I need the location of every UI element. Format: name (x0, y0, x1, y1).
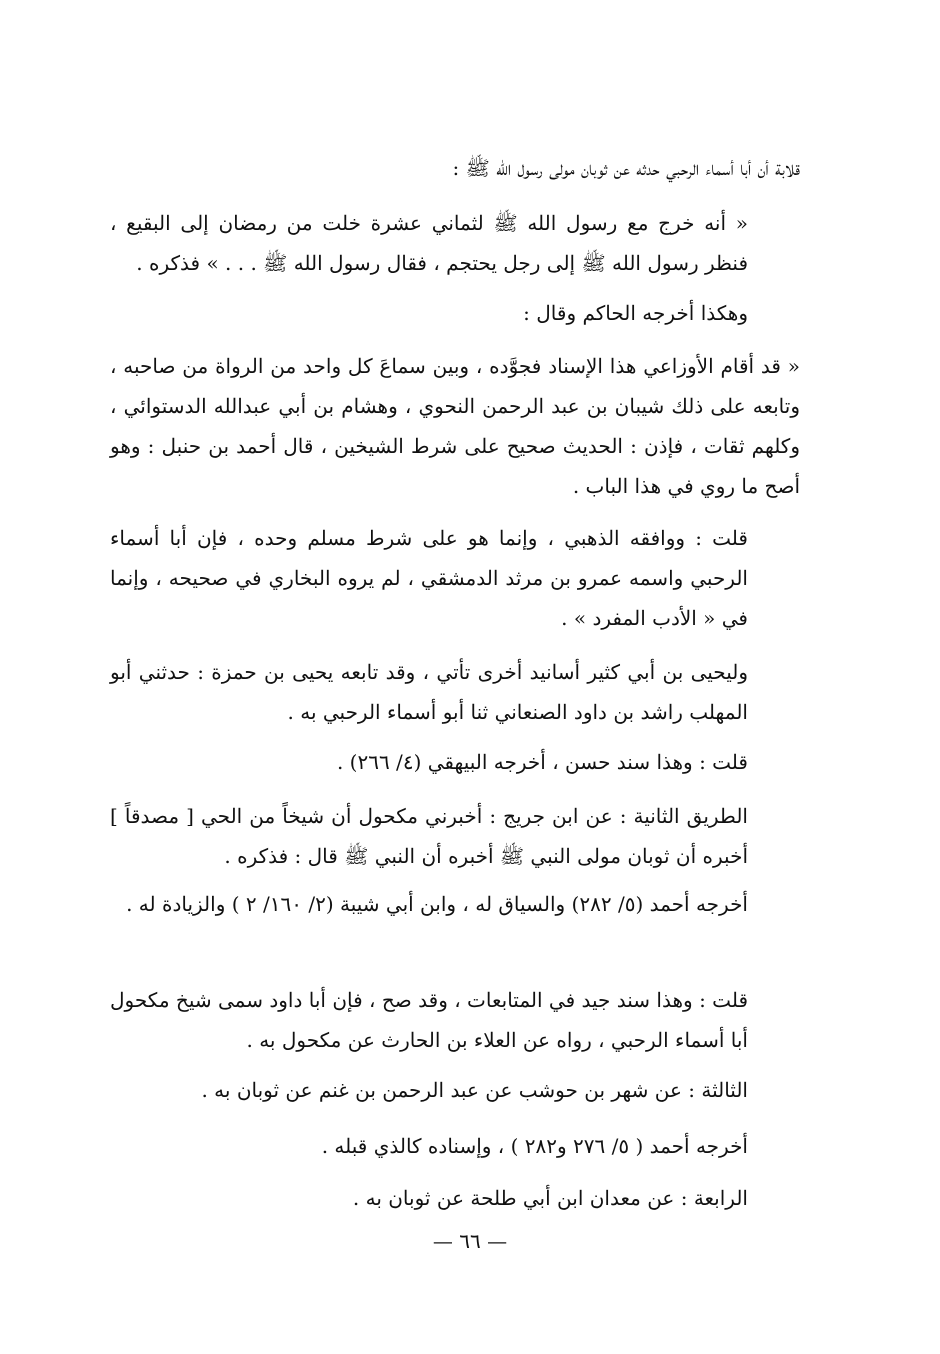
paragraph: « أنه خرج مع رسول الله ﷺ لثماني عشرة خلت من رمضان إلى البقيع ، فنظر رسول الله ﷺ إلى رجل يحتجم ، فقال رسول الله ﷺ . . . » فذكره . (110, 211, 748, 275)
page-number: — ٦٦ — (432, 1229, 508, 1253)
para-hakim (110, 293, 800, 333)
paragraph: أخرجه أحمد ( ٥/ ٢٧٦ و٢٨٢ ) ، وإسناده كالذي قبله . (321, 1134, 748, 1158)
paragraph: وهكذا أخرجه الحاكم وقال : (523, 301, 748, 325)
paragraph: الطريق الثانية : عن ابن جريج : أخبرني مكحول أن شيخاً من الحي [ مصدقاً ] أخبره أن ثوبان مولى النبي ﷺ أخبره أن النبي ﷺ قال : فذكره . (110, 804, 748, 868)
paragraph: « قد أقام الأوزاعي هذا الإسناد فجوَّده ، وبين سماعَ كل واحد من الرواة من صاحبه ، وتابعه على ذلك شيبان بن عبد الرحمن النحوي ، وهشام بن أبي عبدالله الدستوائي ، وكلهم ثقات ، فإذن : الحديث صحيح على شرط الشيخين ، قال أحمد بن حنبل : وهو أصح ما روي في هذا الباب . (110, 354, 800, 498)
paragraph: أخرجه أحمد (٥/ ٢٨٢) والسياق له ، وابن أبي شيبة (٢/ ١٦٠/ ٢ ) والزيادة له . (126, 892, 748, 916)
para-mutabaat (110, 980, 800, 1060)
para-bayhaqi (110, 742, 800, 782)
para-ahmad-2 (110, 1126, 800, 1166)
paragraph: قلابة أن أبا أسماء الرحبي حدثه عن ثوبان مولى رسول الله ﷺ : (452, 156, 800, 180)
paragraph: وليحيى بن أبي كثير أسانيد أخرى تأتي ، وقد تابعه يحيى بن حمزة : حدثني أبو المهلب راشد بن داود الصنعاني ثنا أبو أسماء الرحبي به . (110, 660, 748, 724)
para-fourth-path (110, 1178, 800, 1218)
paragraph: الثالثة : عن شهر بن حوشب عن عبد الرحمن بن غنم عن ثوبان به . (201, 1078, 748, 1102)
para-continuation (110, 148, 800, 188)
para-hakim-quote (110, 346, 800, 506)
para-second-path (110, 796, 800, 876)
para-yahya (110, 652, 800, 732)
paragraph: قلت : ووافقه الذهبي ، وإنما هو على شرط مسلم وحده ، فإن أبا أسماء الرحبي واسمه عمرو بن مرثد الدمشقي ، لم يروه البخاري في صحيحه ، وإنما في « الأدب المفرد » . (110, 526, 748, 630)
paragraph: قلت : وهذا سند جيد في المتابعات ، وقد صح ، فإن أبا داود سمى شيخ مكحول أبا أسماء الرحبي ، رواه عن العلاء بن الحارث عن مكحول به . (110, 988, 748, 1052)
paragraph: الرابعة : عن معدان ابن أبي طلحة عن ثوبان به . (352, 1186, 748, 1210)
para-ahmad (110, 884, 800, 924)
para-hadith-quote (110, 203, 800, 283)
para-third-path (110, 1070, 800, 1110)
para-dhahabi (110, 518, 800, 638)
paragraph: قلت : وهذا سند حسن ، أخرجه البيهقي (٤/ ٢٦٦) . (336, 750, 748, 774)
